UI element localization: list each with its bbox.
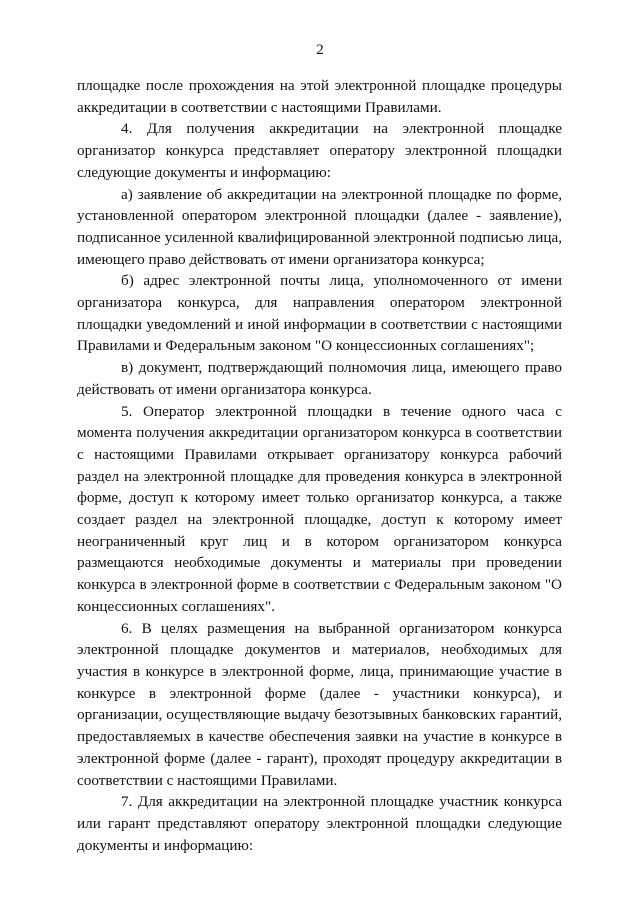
paragraph-continuation: площадке после прохождения на этой электронной площадке процедуры аккредитации в соответствии с настоящими Правилами. xyxy=(77,77,562,116)
document-body xyxy=(77,75,562,856)
paragraph-5: 5. Оператор электронной площадки в течение одного часа с момента получения аккредитации организатором конкурса в соответствии с настоящими Правилами открывает организатору конкурса рабочий раздел на электронной площадке для проведения конкурса в электронной форме, доступ к которому имеет только организатор конкурса, а также создает раздел на электронной площадке, доступ к которому имеет неограниченный круг лиц и в котором организатором конкурса размещаются необходимые документы и материалы при проведении конкурса в электронной форме в соответствии с Федеральным законом "О концессионных соглашениях". xyxy=(77,402,562,615)
paragraph-7: 7. Для аккредитации на электронной площадке участник конкурса или гарант представляют оператору электронной площадки следующие документы и информацию: xyxy=(77,793,562,854)
paragraph-6: 6. В целях размещения на выбранной организатором конкурса электронной площадке документов и материалов, необходимых для участия в конкурсе в электронной форме, лица, принимающие участие в конкурсе в электронной форме (далее - участники конкурса), и организации, осуществляющие выдачу безотзывных банковских гарантий, предоставляемых в качестве обеспечения заявки на участие в конкурсе в электронной форме (далее - гарант), проходят процедуру аккредитации в соответствии с настоящими Правилами. xyxy=(77,619,562,789)
paragraph-4a: а) заявление об аккредитации на электронной площадке по форме, установленной оператором электронной площадки (далее - заявление), подписанное усиленной квалифицированной электронной подписью лица, имеющего право действовать от имени организатора конкурса; xyxy=(77,185,562,268)
paragraph-4b: б) адрес электронной почты лица, уполномоченного от имени организатора конкурса, для направления оператором электронной площадки уведомлений и иной информации в соответствии с настоящими Правилами и Федеральным законом "О концессионных соглашениях"; xyxy=(77,272,562,355)
paragraph-4c: в) документ, подтверждающий полномочия лица, имеющего право действовать от имени организатора конкурса. xyxy=(77,359,562,398)
page-number: 2 xyxy=(316,42,324,58)
paragraph-4: 4. Для получения аккредитации на электронной площадке организатор конкурса представляет оператору электронной площадки следующие документы и информацию: xyxy=(77,120,562,181)
